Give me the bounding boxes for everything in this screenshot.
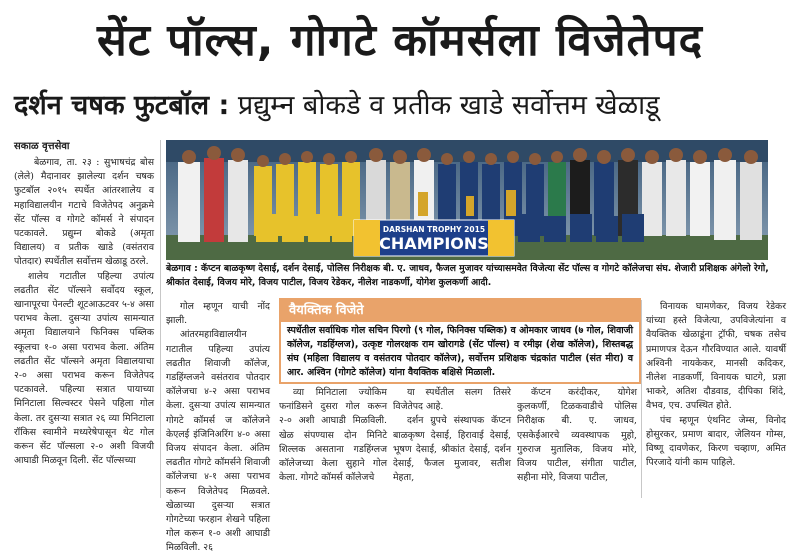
article-paragraph: विनायक घामणेकर, विजय रेडेकर यांच्या हस्ते विजेत्या, उपविजेत्यांना व वैयक्तिक खेळाडूंना ट्रॉफी, चषक तसेच प्रमाणपत्र देऊन गौरविण्यात आले. यावर्षी अश्विनी नायकेकर, मानसी कदिकर, नीलेश नाडकर्णी, विनायक घाटगे, प्रज्ञा भाकरे, अतिश दौडवाड, दीपिका शिंदे, वैभव, एच. उपस्थित होते. <box>646 301 786 412</box>
article-paragraph: आंतरमहाविद्यालयीन गटातील पहिल्या उपांत्य लढतीत शिवाजी कॉलेज, गडहिंग्लजने वसंतराव पोतदार कॉलेजचा ४-२ असा पराभव केला. दुसऱ्या उपांत्य सामन्यात गोगटे कॉमर्स ज कॉलेजने केएलई इंजिनिअरिंग ४-० असा विजय संपादन केला. अंतिम लढतीत गोगटे कॉमर्सने शिवाजी कॉलेजचा ४-१ असा पराभव करून विजेतेपद मिळवले. खेळाच्या दुसऱ्या सत्रात गोगटेच्या फरहान शेखने पहिला गोल करून १-० अशी आघाडी मिळविली. २६ <box>166 329 270 554</box>
individual-winners-box <box>279 298 641 384</box>
column-divider <box>160 140 161 498</box>
article-paragraph: व्या मिनिटाला ज्योकिम फनांडिसने दुसरा गोल करून २-० अशी आघाडी मिळविली. खेळ संपण्यास दोन मिनिटे शिल्लक असताना गडहिंग्लज कॉलेजच्या केला सुहाने गोल केला. गोगटे कॉमर्स कॉलेजचे <box>279 387 387 484</box>
article-paragraph: कॅप्टन करंदीकर, योगेश कुलकर्णी, टिळकवाडीचे पोलिस निरीक्षक बी. ए. जाधव, एसकेईआरचे व्यवस्थापक मुहो, गुरुराज मुतालिक, विजय मोरे, विजय पाटील, संगीता पाटील, सहीना मोरे, विजया पाटील, <box>517 387 637 484</box>
article-paragraph: शालेय गटातील पहिल्या उपांत्य लढतीत सेंट पॉल्सने सर्वोदय स्कूल, खानापूरचा पेनल्टी शूटआऊटवर ५-४ असा पराभव केला. दुसऱ्या उपांत्य सामन्यात अमृता विद्यालयाने फिनिक्स पब्लिक स्कूलचा १-० असा पराभव केला. अंतिम लढतीत सेंट पॉल्सने अमृता विद्यालयाचा २-० असा पराभव करून विजेतेपद पटकावले. पहिल्या सत्रात पायाच्या मिनिटाला सिल्वस्टर पेसने पहिला गोल केला. तर दुसऱ्या सत्रात २६ व्या मिनिटाला रॉकिस स्वामीने मध्यरेषेपासून थेट गोल करून सेंट पॉल्सला २-० अशी विजयी आघाडी मिळवून दिली. सेंट पॉल्सच्या <box>14 270 154 467</box>
column-divider <box>641 300 642 498</box>
banner-main: CHAMPIONS <box>379 234 489 253</box>
subheadline-text: प्रद्युम्न बोकडे व प्रतीक खाडे सर्वोत्तम खेळाडू <box>229 90 660 121</box>
box-body: स्पर्धेतील सर्वाधिक गोल सचिन पिरगो (९ गोल, फिनिक्स पब्लिक) व ओमकार जाधव (७ गोल, शिवाजी कॉलेज, गडहिंग्लज), उत्कृष्ट गोलरक्षक राम खोरागडे (सेंट पॉल्स) व रमीझ (शेख कॉलेज), शिस्तबद्ध संघ (महिला विद्यालय व वसंतराव पोतदार कॉलेज), सर्वोत्तम प्रशिक्षक चंद्रकांत पाटील (संत मीरा) व आर. अश्विन (गोगटे कॉलेज) यांना वैयक्तिक बक्षिसे मिळाली. <box>287 325 633 378</box>
subheadline-kicker: दर्शन चषक फुटबॉल : <box>14 90 230 121</box>
box-title: वैयक्तिक विजेते <box>281 300 639 322</box>
subheadline <box>14 84 790 128</box>
team-photo <box>166 140 768 260</box>
headline: सेंट पॉल्स, गोगटे कॉमर्सला विजेतेपद <box>97 15 703 66</box>
article-column-4 <box>393 386 511 498</box>
article-column-6 <box>646 300 786 498</box>
article-paragraph: गोल म्हणून याची नोंद झाली. <box>166 301 270 327</box>
article-paragraph: या स्पर्धेतील सलग तिसरे विजेतेपद आहे. <box>393 387 511 413</box>
article-column-1 <box>14 156 154 498</box>
team-photo-graphic <box>166 140 768 260</box>
article-column-2 <box>166 300 270 554</box>
byline: सकाळ वृत्तसेवा <box>14 141 70 152</box>
banner-title: DARSHAN TROPHY 2015 <box>382 225 486 234</box>
photo-caption: बेळगाव : कॅप्टन बाळकृष्ण देसाई, दर्शन देसाई, पोलिस निरीक्षक बी. ए. जाधव, फैजल मुजावर यांच्यासमवेत विजेत्या सेंट पॉल्स व गोगटे कॉलेजचा संघ. शेजारी प्रशिक्षक अंगेलो रेगो, श्रीकांत देसाई, विजय मोरे, विजय पाटील, विजय रेडेकर, नीलेश नाडकर्णी, योगेश कुलकर्णी आदी. <box>166 263 769 288</box>
article-paragraph: बेळगाव, ता. २३ : सुभाषचंद्र बोस (लेले) मैदानावर झालेल्या दर्शन चषक फुटबॉल २०१५ स्पर्धेत आंतरशालेय व महाविद्यालयीन गटाचे विजेतेपद अनुक्रमे सेंट पॉल्स व गोगटे कॉमर्स ने संपादन पटकावले. प्रद्युम्न बोकडे (अमृता विद्यालय) व प्रतीक खाडे (वसंतराव पोतदार) स्पर्धेतील सर्वोत्तम खेळाडू ठरले. <box>14 157 154 268</box>
article-paragraph: पंच म्हणून एंथनिट जेम्स, विनोद होसुरकर, प्रमाण बादार, जेलियन गोम्स, विष्णू दावणेकर, किरण चव्हाण, अमित पिरजादे यांनी काम पाहिले. <box>646 414 786 469</box>
article-column-5 <box>517 386 637 498</box>
article-column-3 <box>279 386 387 498</box>
article-paragraph: दर्शन ग्रुपचे संस्थापक कॅप्टन बाळकृष्ण देसाई, हिरावाई देसाई, भूषण देसाई, श्रीकांत देसाई, दर्शन देसाई, फैजल मुजावर, सतीश मेहता, <box>393 415 511 484</box>
